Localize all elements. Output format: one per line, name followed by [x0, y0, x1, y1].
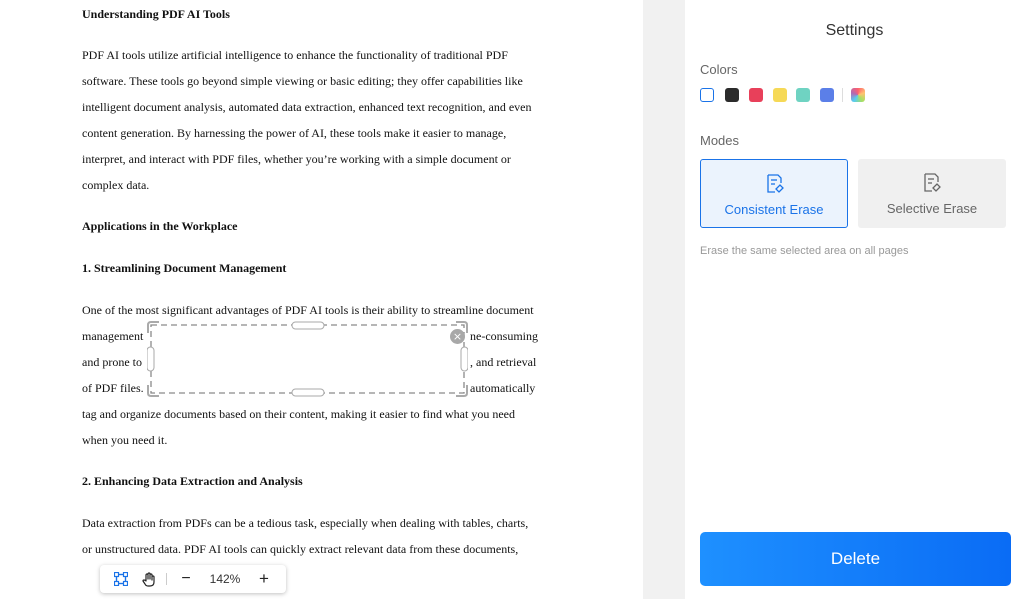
crop-select-icon[interactable]	[110, 565, 132, 593]
document-line: intelligent document analysis, automated data extraction, enhanced text recognition, and even	[82, 100, 532, 114]
color-swatch-yellow[interactable]	[773, 88, 787, 102]
document-line: or unstructured data. PDF AI tools can quickly extract relevant data from these documents,	[82, 542, 519, 556]
color-swatch-blue[interactable]	[820, 88, 834, 102]
selective-erase-icon	[921, 172, 943, 199]
zoom-level: 142%	[209, 572, 241, 586]
erase-selection-box[interactable]	[147, 321, 468, 397]
document-line: management ne-consuming	[82, 329, 538, 343]
hand-icon[interactable]	[138, 565, 160, 593]
document-line: PDF AI tools utilize artificial intelligence to enhance the functionality of traditional PDF	[82, 48, 508, 62]
swatch-divider	[842, 88, 843, 102]
panel-divider	[643, 0, 685, 599]
selective-erase-label: Selective Erase	[886, 201, 978, 216]
modes-label: Modes	[700, 133, 740, 148]
color-swatch-red[interactable]	[749, 88, 763, 102]
document-heading: Applications in the Workplace	[82, 219, 238, 233]
document-line: content generation. By harnessing the power of AI, these tools make it easier to manage,	[82, 126, 507, 140]
document-line: when you need it.	[82, 433, 168, 447]
document-heading: 1. Streamlining Document Management	[82, 261, 287, 275]
consistent-erase-icon	[764, 173, 786, 200]
delete-button[interactable]: Delete	[700, 532, 1011, 586]
close-icon[interactable]: ×	[450, 329, 465, 344]
document-line: complex data.	[82, 178, 150, 192]
document-line: interpret, and interact with PDF files, whether you’re working with a simple document or	[82, 152, 511, 166]
document-heading: 2. Enhancing Data Extraction and Analysis	[82, 474, 303, 488]
consistent-erase-button[interactable]	[700, 159, 848, 228]
zoom-toolbar	[100, 565, 286, 593]
selective-erase-button[interactable]	[858, 159, 1006, 228]
document-line: tag and organize documents based on their content, making it easier to find what you need	[82, 407, 515, 421]
document-line: and prone to , and retrieval	[82, 355, 537, 369]
color-swatch-custom[interactable]	[851, 88, 865, 102]
color-swatch-teal[interactable]	[796, 88, 810, 102]
document-heading: Understanding PDF AI Tools	[82, 7, 230, 21]
colors-label: Colors	[700, 62, 738, 77]
color-swatch-white[interactable]	[700, 88, 714, 102]
settings-panel	[685, 0, 1024, 599]
consistent-erase-label: Consistent Erase	[724, 202, 824, 217]
document-line: software. These tools go beyond simple viewing or basic editing; they offer capabilities like	[82, 74, 523, 88]
zoom-out-button[interactable]: −	[181, 570, 191, 587]
document-line: One of the most significant advantages of PDF AI tools is their ability to streamline document	[82, 303, 534, 317]
zoom-in-button[interactable]: +	[259, 569, 269, 588]
panel-title: Settings	[825, 22, 884, 39]
document-line: of PDF files. automatically	[82, 381, 536, 395]
color-swatch-black[interactable]	[725, 88, 739, 102]
document-line: Data extraction from PDFs can be a tedious task, especially when dealing with tables, charts,	[82, 516, 529, 530]
mode-description: Erase the same selected area on all pages	[700, 245, 909, 257]
